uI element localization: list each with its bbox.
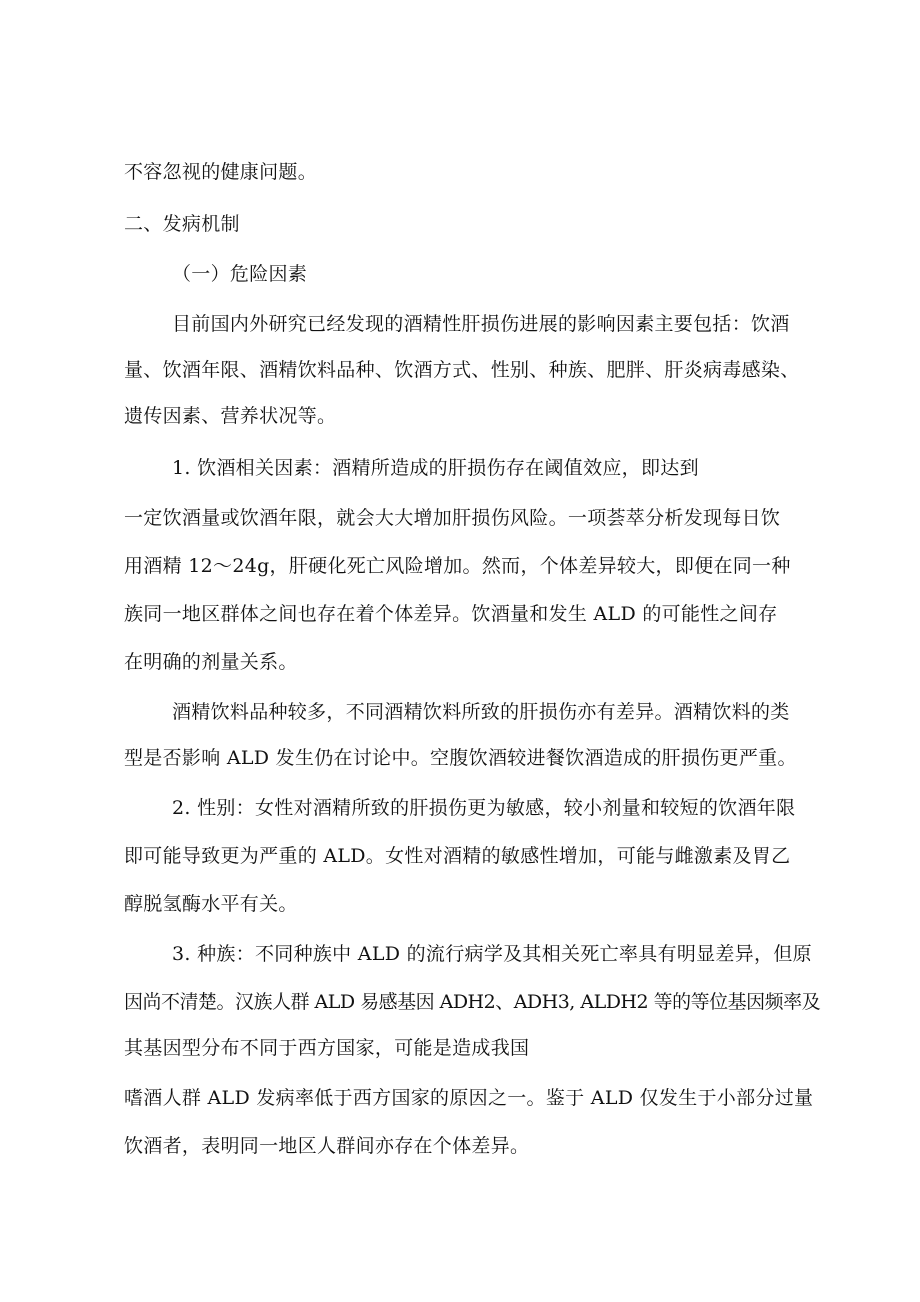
paragraph-line: 目前国内外研究已经发现的酒精性肝损伤进展的影响因素主要包括：饮酒 xyxy=(172,313,790,335)
paragraph-line: 遗传因素、营养状况等。 xyxy=(124,405,337,427)
paragraph-line: 一定饮酒量或饮酒年限，就会大大增加肝损伤风险。一项荟萃分析发现每日饮 xyxy=(124,507,781,529)
section-heading: 二、发病机制 xyxy=(124,213,240,235)
subsection-heading: （一）危险因素 xyxy=(172,263,308,285)
paragraph-line: 用酒精 12～24g，肝硬化死亡风险增加。然而，个体差异较大，即便在同一种 xyxy=(124,555,791,577)
paragraph-line: 酒精饮料品种较多，不同酒精饮料所致的肝损伤亦有差异。酒精饮料的类 xyxy=(172,701,790,723)
paragraph-line: 因尚不清楚。汉族人群 ALD 易感基因 ADH2、ADH3, ALDH2 等的等位基因频率及 xyxy=(124,991,821,1013)
paragraph-line: 醇脱氢酶水平有关。 xyxy=(124,893,298,915)
paragraph-line: 饮酒者，表明同一地区人群间亦存在个体差异。 xyxy=(124,1135,530,1157)
paragraph-line: 族同一地区群体之间也存在着个体差异。饮酒量和发生 ALD 的可能性之间存 xyxy=(124,603,778,625)
paragraph-line: 嗜酒人群 ALD 发病率低于西方国家的原因之一。鉴于 ALD 仅发生于小部分过量 xyxy=(124,1087,814,1109)
paragraph-line: 2. 性别：女性对酒精所致的肝损伤更为敏感，较小剂量和较短的饮酒年限 xyxy=(172,797,796,819)
paragraph-line: 3. 种族：不同种族中 ALD 的流行病学及其相关死亡率具有明显差异，但原 xyxy=(172,943,812,965)
text-line-continuation: 不容忽视的健康问题。 xyxy=(124,161,318,183)
paragraph-line: 量、饮酒年限、酒精饮料品种、饮酒方式、性别、种族、肥胖、肝炎病毒感染、 xyxy=(124,359,800,381)
paragraph-line: 即可能导致更为严重的 ALD。女性对酒精的敏感性增加，可能与雌激素及胃乙 xyxy=(124,845,791,867)
paragraph-line: 在明确的剂量关系。 xyxy=(124,651,298,673)
paragraph-line: 其基因型分布不同于西方国家，可能是造成我国 xyxy=(124,1037,530,1059)
paragraph-line: 型是否影响 ALD 发生仍在讨论中。空腹饮酒较进餐饮酒造成的肝损伤更严重。 xyxy=(124,747,797,769)
paragraph-line: 1. 饮酒相关因素：酒精所造成的肝损伤存在阈值效应，即达到 xyxy=(172,457,699,479)
